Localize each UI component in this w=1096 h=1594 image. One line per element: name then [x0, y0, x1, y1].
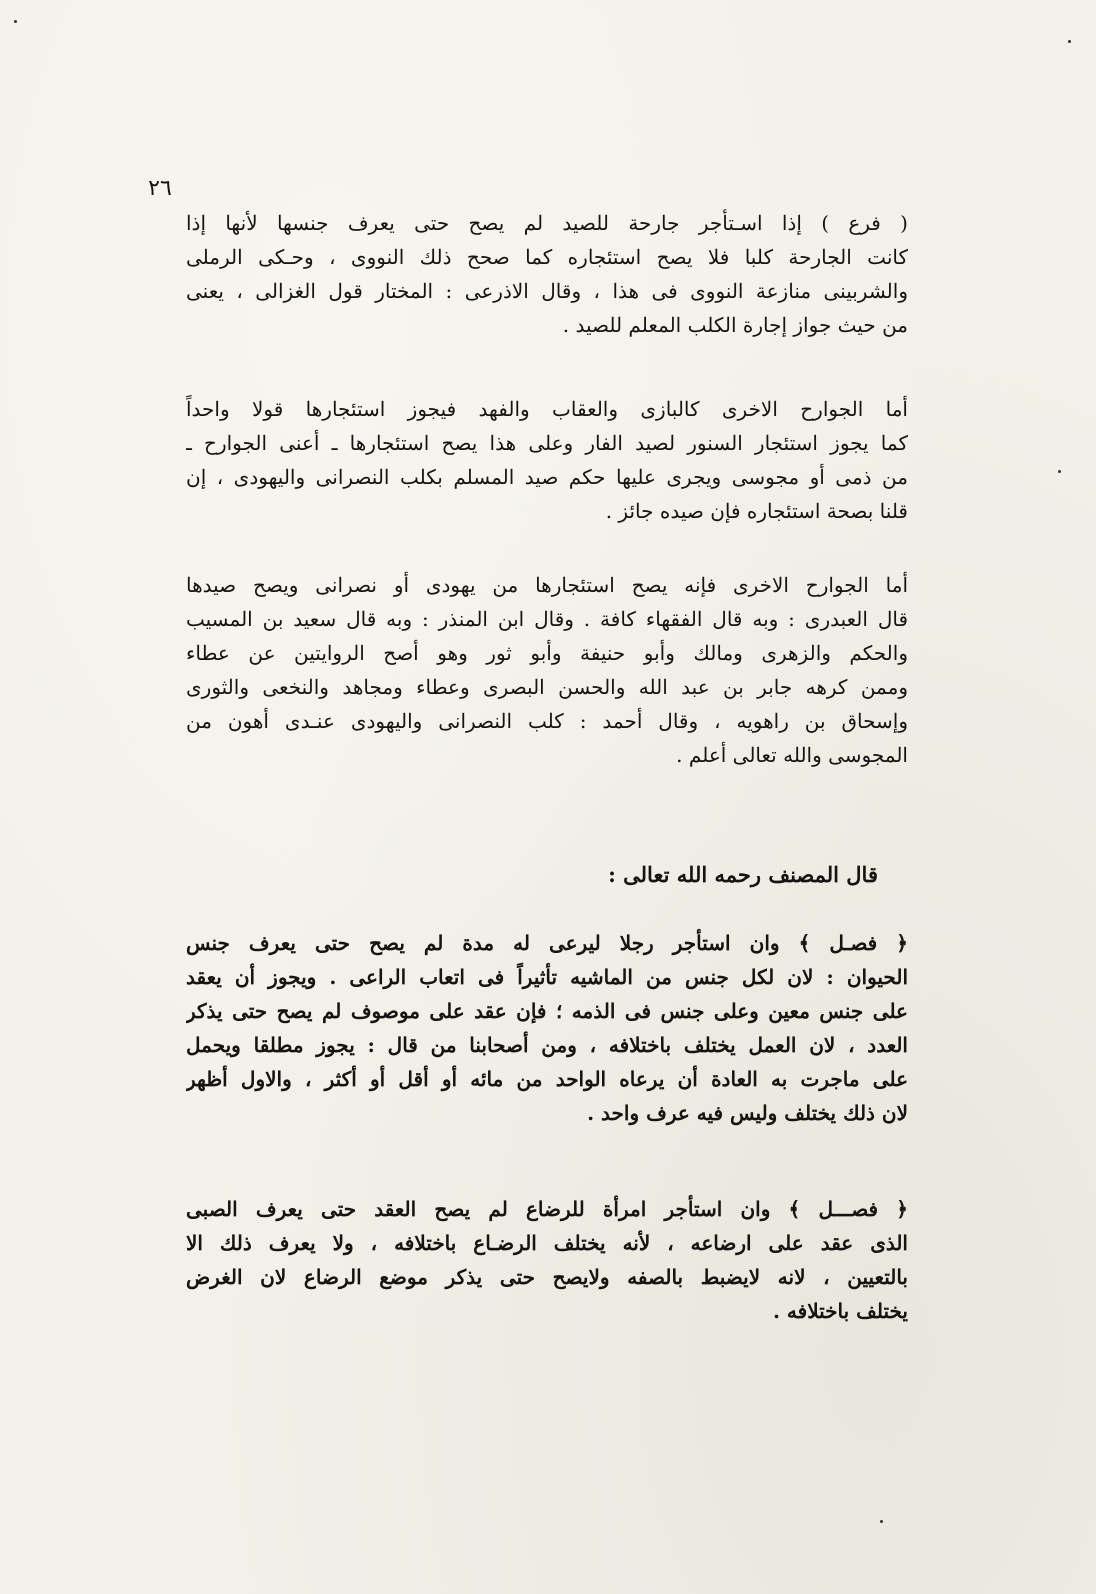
scan-speck: [880, 1520, 883, 1523]
text-line: يختلف باختلافه .: [773, 1299, 908, 1323]
text-line: والشربينى منازعة النووى فى هذا ، وقال الاذرعى : المختار قول الغزالى ، يعنى: [186, 279, 908, 303]
text-line: الحيوان : لان لكل جنس من الماشيه تأثيراً فى اتعاب الراعى . ويجوز أن يعقد: [186, 965, 908, 989]
text-line: من حيث جواز إجارة الكلب المعلم للصيد .: [562, 313, 908, 337]
text-line: أما الجوارح الاخرى فإنه يصح استئجارها من يهودى أو نصرانى ويصح صيدها: [186, 573, 908, 597]
text-line: على جنس معين وعلى جنس فى الذمه ؛ فإن عقد على موصوف لم يصح حتى يذكر: [186, 999, 908, 1023]
text-line: أما الجوارح الاخرى كالبازى والعقاب والفهد فيجوز استئجارها قولا واحداً: [186, 397, 908, 421]
text-line: من ذمى أو مجوسى ويجرى عليها حكم صيد المسلم بكلب النصرانى واليهودى ، إن: [186, 465, 908, 489]
text-line: قال العبدرى : وبه قال الفقهاء كافة . وقال ابن المنذر : وبه قال سعيد بن المسيب: [186, 607, 908, 631]
text-line: ﴿ فصـــل ﴾ وان استأجر امرأة للرضاع لم يصح العقد حتى يعرف الصبى: [186, 1197, 908, 1221]
text-line: كما يجوز استئجار السنور لصيد الفار وعلى هذا يصح استئجارها ـ أعنى الجوارح ـ: [186, 431, 908, 455]
text-line: قلنا بصحة استئجاره فإن صيده جائز .: [605, 499, 908, 523]
scan-speck: [1068, 40, 1071, 43]
paragraph-jawarih-1: [186, 392, 908, 528]
paragraph-furu: [186, 206, 908, 342]
text-line: على ماجرت به العادة أن يرعاه الواحد من مائه أو أقل أو أكثر ، والاول أظهر: [186, 1067, 908, 1091]
author-heading: قال المصنف رحمه الله تعالى :: [608, 862, 878, 887]
text-line: ﴿ فصـل ﴾ وان استأجر رجلا ليرعى له مدة لم يصح حتى يعرف جنس: [186, 931, 908, 955]
section-fasl-raaee: [186, 926, 908, 1130]
text-line: ( فرع ) إذا اسـتأجر جارحة للصيد لم يصح حتى يعرف جنسها لأنها إذا: [186, 211, 908, 235]
text-line: بالتعيين ، لانه لايضبط بالصفه ولايصح حتى يذكر موضع الرضاع لان الغرض: [186, 1265, 908, 1289]
text-line: لان ذلك يختلف وليس فيه عرف واحد .: [587, 1101, 908, 1125]
scan-speck: [1058, 470, 1061, 473]
scan-speck: [14, 20, 17, 23]
section-fasl-radaa: [186, 1192, 908, 1328]
text-line: المجوسى والله تعالى أعلم .: [676, 743, 908, 767]
text-line: وإسحاق بن راهويه ، وقال أحمد : كلب النصرانى واليهودى عنـدى أهون من: [186, 709, 908, 733]
page-number: ٢٦: [148, 176, 172, 201]
text-line: والحكم والزهرى ومالك وأبو حنيفة وأبو ثور وهو أصح الروايتين عن عطاء: [186, 641, 908, 665]
text-line: كانت الجارحة كلبا فلا يصح استئجاره كما صحح ذلك النووى ، وحـكى الرملى: [186, 245, 908, 269]
paragraph-jawarih-2: [186, 568, 908, 772]
text-line: الذى عقد على ارضاعه ، لأنه يختلف الرضـاع باختلافه ، ولا يعرف ذلك الا: [186, 1231, 908, 1255]
text-line: العدد ، لان العمل يختلف باختلافه ، ومن أصحابنا من قال : يجوز مطلقا ويحمل: [186, 1033, 908, 1057]
text-line: وممن كرهه جابر بن عبد الله والحسن البصرى وعطاء ومجاهد والنخعى والثورى: [186, 675, 908, 699]
